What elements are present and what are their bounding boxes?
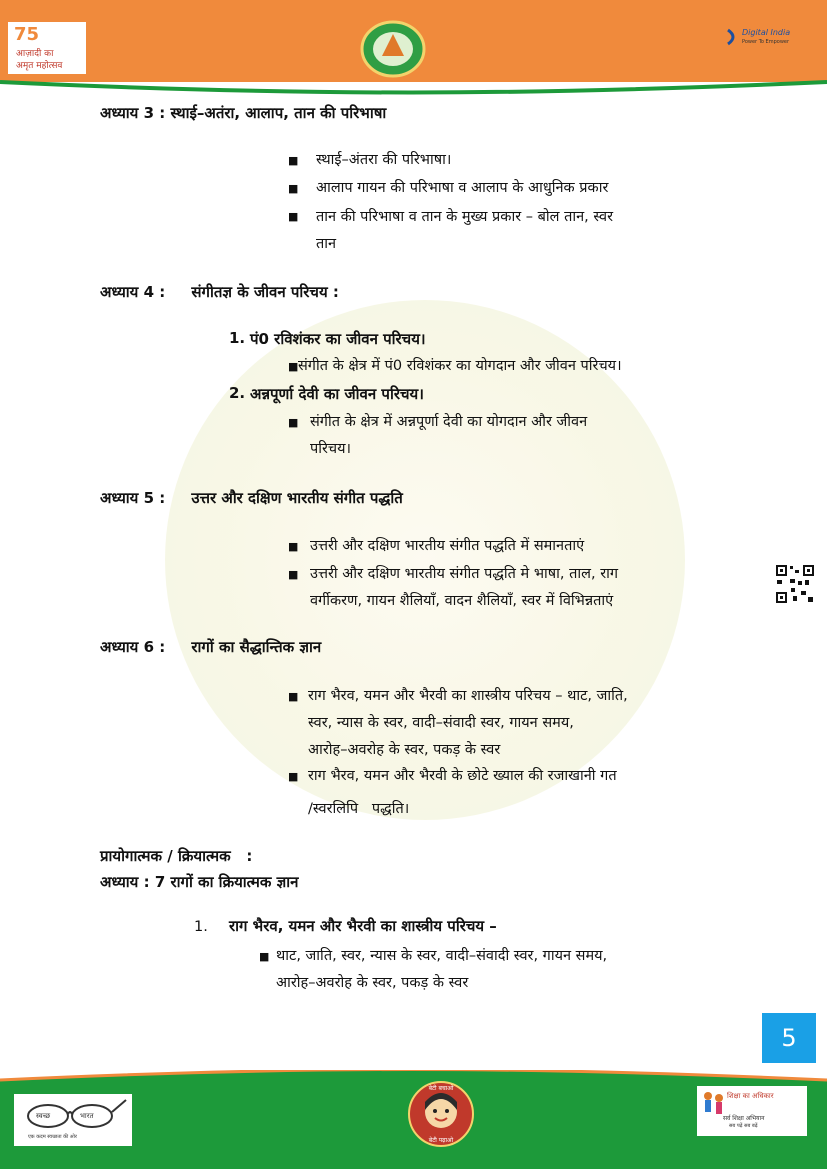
chapter-4-sub-1-item: संगीत के क्षेत्र में पं0 रविशंकर का योगदान और जीवन परिचय।: [298, 358, 622, 374]
chapter-7-item-1: थाट, जाति, स्वर, न्यास के स्वर, वादी–संवादी स्वर, गायन समय,: [276, 948, 608, 964]
chapter-3-heading: अध्याय 3 : स्थाई–अतंरा, आलाप, तान की परिभाषा: [100, 104, 387, 122]
digital-india-logo: [726, 24, 806, 52]
chapter-6-item-1: राग भैरव, यमन और भैरवी का शास्त्रीय परिचय – थाट, जाति,: [308, 688, 628, 704]
chapter-6-heading: अध्याय 6 : रागों का सैद्धान्तिक ज्ञान: [100, 638, 322, 656]
swachh-tagline: एक कदम स्वच्छता की ओर: [28, 1134, 77, 1140]
beti-padhao-text: बेटी पढ़ाओ: [428, 1137, 454, 1144]
bharat-word: भारत: [80, 1112, 94, 1120]
azadi-logo-line2: अमृत महोत्सव: [16, 61, 63, 71]
bullet-icon: ■: [288, 416, 299, 429]
swachh-word: स्वच्छ: [36, 1112, 51, 1120]
chapter-6-item-1-cont-1: स्वर, न्यास के स्वर, वादी–संवादी स्वर, गायन समय,: [308, 715, 574, 731]
chapter-4-heading: अध्याय 4 : संगीतज्ञ के जीवन परिचय :: [100, 283, 339, 301]
spectacles-icon: [18, 1096, 128, 1132]
chapter-7-item-1-cont: आरोह–अवरोह के स्वर, पकड़ के स्वर: [276, 975, 469, 991]
board-seal-icon: [360, 20, 426, 78]
chapter-7-num-1: 1.: [194, 919, 208, 935]
bullet-icon: ■: [288, 568, 299, 581]
chapter-4-sub-2-item-1: संगीत के क्षेत्र में अन्नपूर्णा देवी का योगदान और जीवन: [310, 414, 588, 430]
chapter-7-heading: अध्याय : 7 रागों का क्रियात्मक ज्ञान: [100, 873, 299, 891]
page-number: 5: [762, 1013, 816, 1063]
chapter-5-item-2: उत्तरी और दक्षिण भारतीय संगीत पद्धति मे भाषा, ताल, राग: [310, 566, 619, 582]
practical-heading: प्रायोगात्मक / क्रियात्मक :: [100, 847, 253, 865]
chapter-3-item-3: तान की परिभाषा व तान के मुख्य प्रकार – बोल तान, स्वर: [316, 209, 613, 225]
chapter-5-item-2-cont: वर्गीकरण, गायन शैलियाँ, वादन शैलियाँ, स्वर में विभिन्नताएं: [310, 593, 614, 609]
chapter-4-num-2: 2.: [229, 384, 246, 402]
chapter-6-item-2: राग भैरव, यमन और भैरवी के छोटे ख्याल की रजाखानी गत: [308, 768, 617, 784]
chapter-4-sub-1: पं0 रविशंकर का जीवन परिचय।: [250, 330, 426, 348]
swachh-bharat-logo: [14, 1094, 132, 1146]
digital-india-tagline: Power To Empower: [742, 39, 790, 45]
beti-bachao-text: बेटी बचाओ: [428, 1085, 454, 1092]
qr-code-icon: [775, 564, 815, 604]
bullet-icon: ■: [288, 360, 299, 373]
chapter-4-sub-2-item-2: परिचय।: [310, 441, 352, 457]
chapter-4-num-1: 1.: [229, 329, 246, 347]
chapter-3-item-2: आलाप गायन की परिभाषा व आलाप के आधुनिक प्रकार: [316, 180, 609, 196]
digital-india-icon: [726, 28, 740, 46]
chapter-6-item-1-cont-2: आरोह–अवरोह के स्वर, पकड़ के स्वर: [308, 742, 501, 758]
chapter-5-heading: अध्याय 5 : उत्तर और दक्षिण भारतीय संगीत पद्धति: [100, 489, 403, 507]
bullet-icon: ■: [288, 182, 299, 195]
digital-india-title: Digital India: [742, 28, 791, 37]
bullet-icon: ■: [288, 770, 299, 783]
bullet-icon: ■: [288, 540, 299, 553]
bullet-icon: ■: [288, 690, 299, 703]
bullet-icon: ■: [288, 210, 299, 223]
chapter-5-item-1: उत्तरी और दक्षिण भारतीय संगीत पद्धति में समानताएं: [310, 538, 585, 554]
rte-text: शिक्षा का अधिकार: [727, 1092, 774, 1100]
ssa-logo: [697, 1086, 807, 1136]
chapter-7-sub-1: राग भैरव, यमन और भैरवी का शास्त्रीय परिचय –: [229, 917, 497, 935]
bullet-icon: ■: [288, 154, 299, 167]
ssa-text: सर्व शिक्षा अभियान: [723, 1115, 765, 1122]
ssa-tagline: सब पढ़ें सब बढ़ें: [729, 1123, 758, 1129]
azadi-logo-line1: आज़ादी का: [16, 49, 54, 59]
beti-bachao-logo: [407, 1080, 475, 1148]
chapter-4-sub-2: अन्नपूर्णा देवी का जीवन परिचय।: [250, 385, 424, 403]
chapter-6-item-2-cont: /स्वरलिपि पद्धति।: [308, 801, 410, 817]
chapter-3-item-1: स्थाई–अंतरा की परिभाषा।: [316, 152, 452, 168]
bullet-icon: ■: [259, 950, 270, 963]
azadi-logo: 75 आज़ादी का अमृत महोत्सव: [8, 22, 86, 74]
chapter-3-item-3-cont: तान: [316, 236, 337, 252]
